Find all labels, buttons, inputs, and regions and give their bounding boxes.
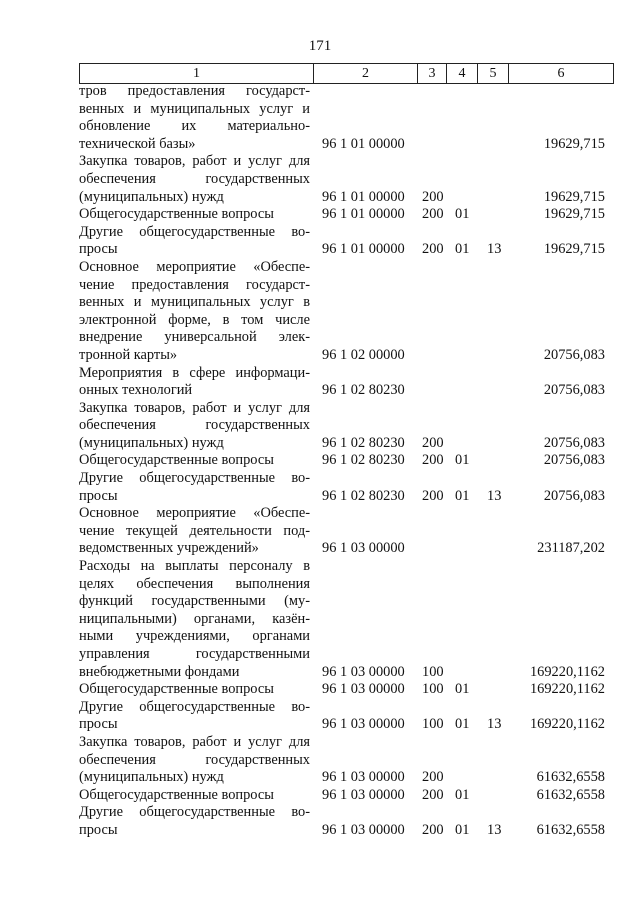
row-name: Закупка товаров, работ и услуг для обеспечения государственных (муниципальных) нужд [79,399,310,451]
col-3-value: 200 [422,241,444,258]
col-3-value: 100 [422,663,444,680]
row-amount: 61632,6558 [536,821,605,838]
table-row [79,505,614,558]
row-amount: 20756,083 [543,346,605,363]
row-amount: 20756,083 [543,487,605,504]
row-amount: 61632,6558 [536,786,605,803]
col-5-value: 13 [487,716,502,733]
row-code: 96 1 02 80230 [322,487,405,504]
row-amount: 20756,083 [543,434,605,451]
row-amount: 19629,715 [543,241,605,258]
row-code: 96 1 03 00000 [322,540,405,557]
header-col-1: 1 [79,64,313,83]
row-amount: 20756,083 [543,382,605,399]
row-name: Закупка товаров, работ и услуг для обеспечения государственных (муниципальных) нужд [79,153,310,205]
col-4-value: 01 [455,241,470,258]
row-name: Общегосударственные вопросы [79,452,274,469]
table-row [79,787,614,805]
col-3-value: 200 [422,786,444,803]
col-5-value: 13 [487,821,502,838]
row-code: 96 1 01 00000 [322,135,405,152]
row-code: 96 1 02 80230 [322,382,405,399]
table-row [79,83,614,153]
col-4-value: 01 [455,452,470,469]
table-row [79,206,614,224]
row-code: 96 1 01 00000 [322,241,405,258]
page-number: 171 [308,38,332,54]
row-amount: 169220,1162 [529,716,605,733]
col-5-value: 13 [487,241,502,258]
col-4-value: 01 [455,786,470,803]
row-name: тров предоставления государст-венных и муниципальных услуг и обновление их материально-технической базы» [79,83,310,152]
row-code: 96 1 01 00000 [322,206,405,223]
col-5-value: 13 [487,487,502,504]
budget-table-body [79,83,614,840]
col-3-value: 200 [422,434,444,451]
col-3-value: 200 [422,452,444,469]
row-name: Общегосударственные вопросы [79,681,274,698]
row-code: 96 1 03 00000 [322,769,405,786]
table-row [79,470,614,505]
table-row [79,224,614,259]
row-code: 96 1 02 80230 [322,434,405,451]
row-name: Общегосударственные вопросы [79,206,274,223]
row-name: Расходы на выплаты персоналу в целях обеспечения выполнения функций государственными (му-ниципальными) органами, казён-ными учреждениями, органами управления государственными внебюджетными фондами [79,558,310,680]
col-3-value: 200 [422,487,444,504]
col-3-value: 200 [422,206,444,223]
col-4-value: 01 [455,821,470,838]
col-3-value: 200 [422,769,444,786]
header-col-2: 2 [313,64,417,83]
col-3-value: 200 [422,188,444,205]
row-name: Общегосударственные вопросы [79,786,274,803]
row-amount: 20756,083 [543,452,605,469]
row-name: Другие общегосударственные во-просы [79,698,310,733]
table-row [79,734,614,787]
row-name: Другие общегосударственные во-просы [79,804,310,838]
col-4-value: 01 [455,716,470,733]
row-amount: 169220,1162 [529,681,605,698]
table-row [79,681,614,699]
row-code: 96 1 02 80230 [322,452,405,469]
table-row [79,259,614,365]
row-amount: 19629,715 [543,188,605,205]
table-header [79,63,614,84]
row-name: Основное мероприятие «Обеспе-чение текущей деятельности под-ведомственных учреждений» [79,505,310,557]
row-code: 96 1 03 00000 [322,716,405,733]
col-4-value: 01 [455,487,470,504]
row-code: 96 1 03 00000 [322,786,405,803]
col-3-value: 100 [422,681,444,698]
row-code: 96 1 01 00000 [322,188,405,205]
row-amount: 169220,1162 [529,663,605,680]
table-row [79,452,614,470]
table-row [79,400,614,453]
col-4-value: 01 [455,681,470,698]
row-code: 96 1 03 00000 [322,681,405,698]
table-row [79,153,614,206]
row-code: 96 1 03 00000 [322,663,405,680]
row-amount: 19629,715 [543,206,605,223]
row-amount: 61632,6558 [536,769,605,786]
table-row [79,558,614,681]
header-col-5: 5 [477,64,508,83]
row-name: Мероприятия в сфере информаци-онных технологий [79,364,310,399]
row-name: Другие общегосударственные во-просы [79,470,310,504]
row-name: Основное мероприятие «Обеспе-чение предоставления государст-венных и муниципальных услуг в электронной форме, в том числе внедрение универсальной элек-тронной карты» [79,258,310,363]
row-name: Закупка товаров, работ и услуг для обеспечения государственных (муниципальных) нужд [79,733,310,786]
header-col-4: 4 [446,64,477,83]
table-row [79,804,614,839]
row-name: Другие общегосударственные во-просы [79,223,310,258]
col-3-value: 100 [422,716,444,733]
col-4-value: 01 [455,206,470,223]
row-amount: 231187,202 [537,540,605,557]
row-code: 96 1 03 00000 [322,821,405,838]
header-col-3: 3 [417,64,446,83]
col-3-value: 200 [422,821,444,838]
row-code: 96 1 02 00000 [322,346,405,363]
header-col-6: 6 [508,64,614,83]
table-row [79,365,614,400]
row-amount: 19629,715 [543,135,605,152]
table-row [79,699,614,734]
